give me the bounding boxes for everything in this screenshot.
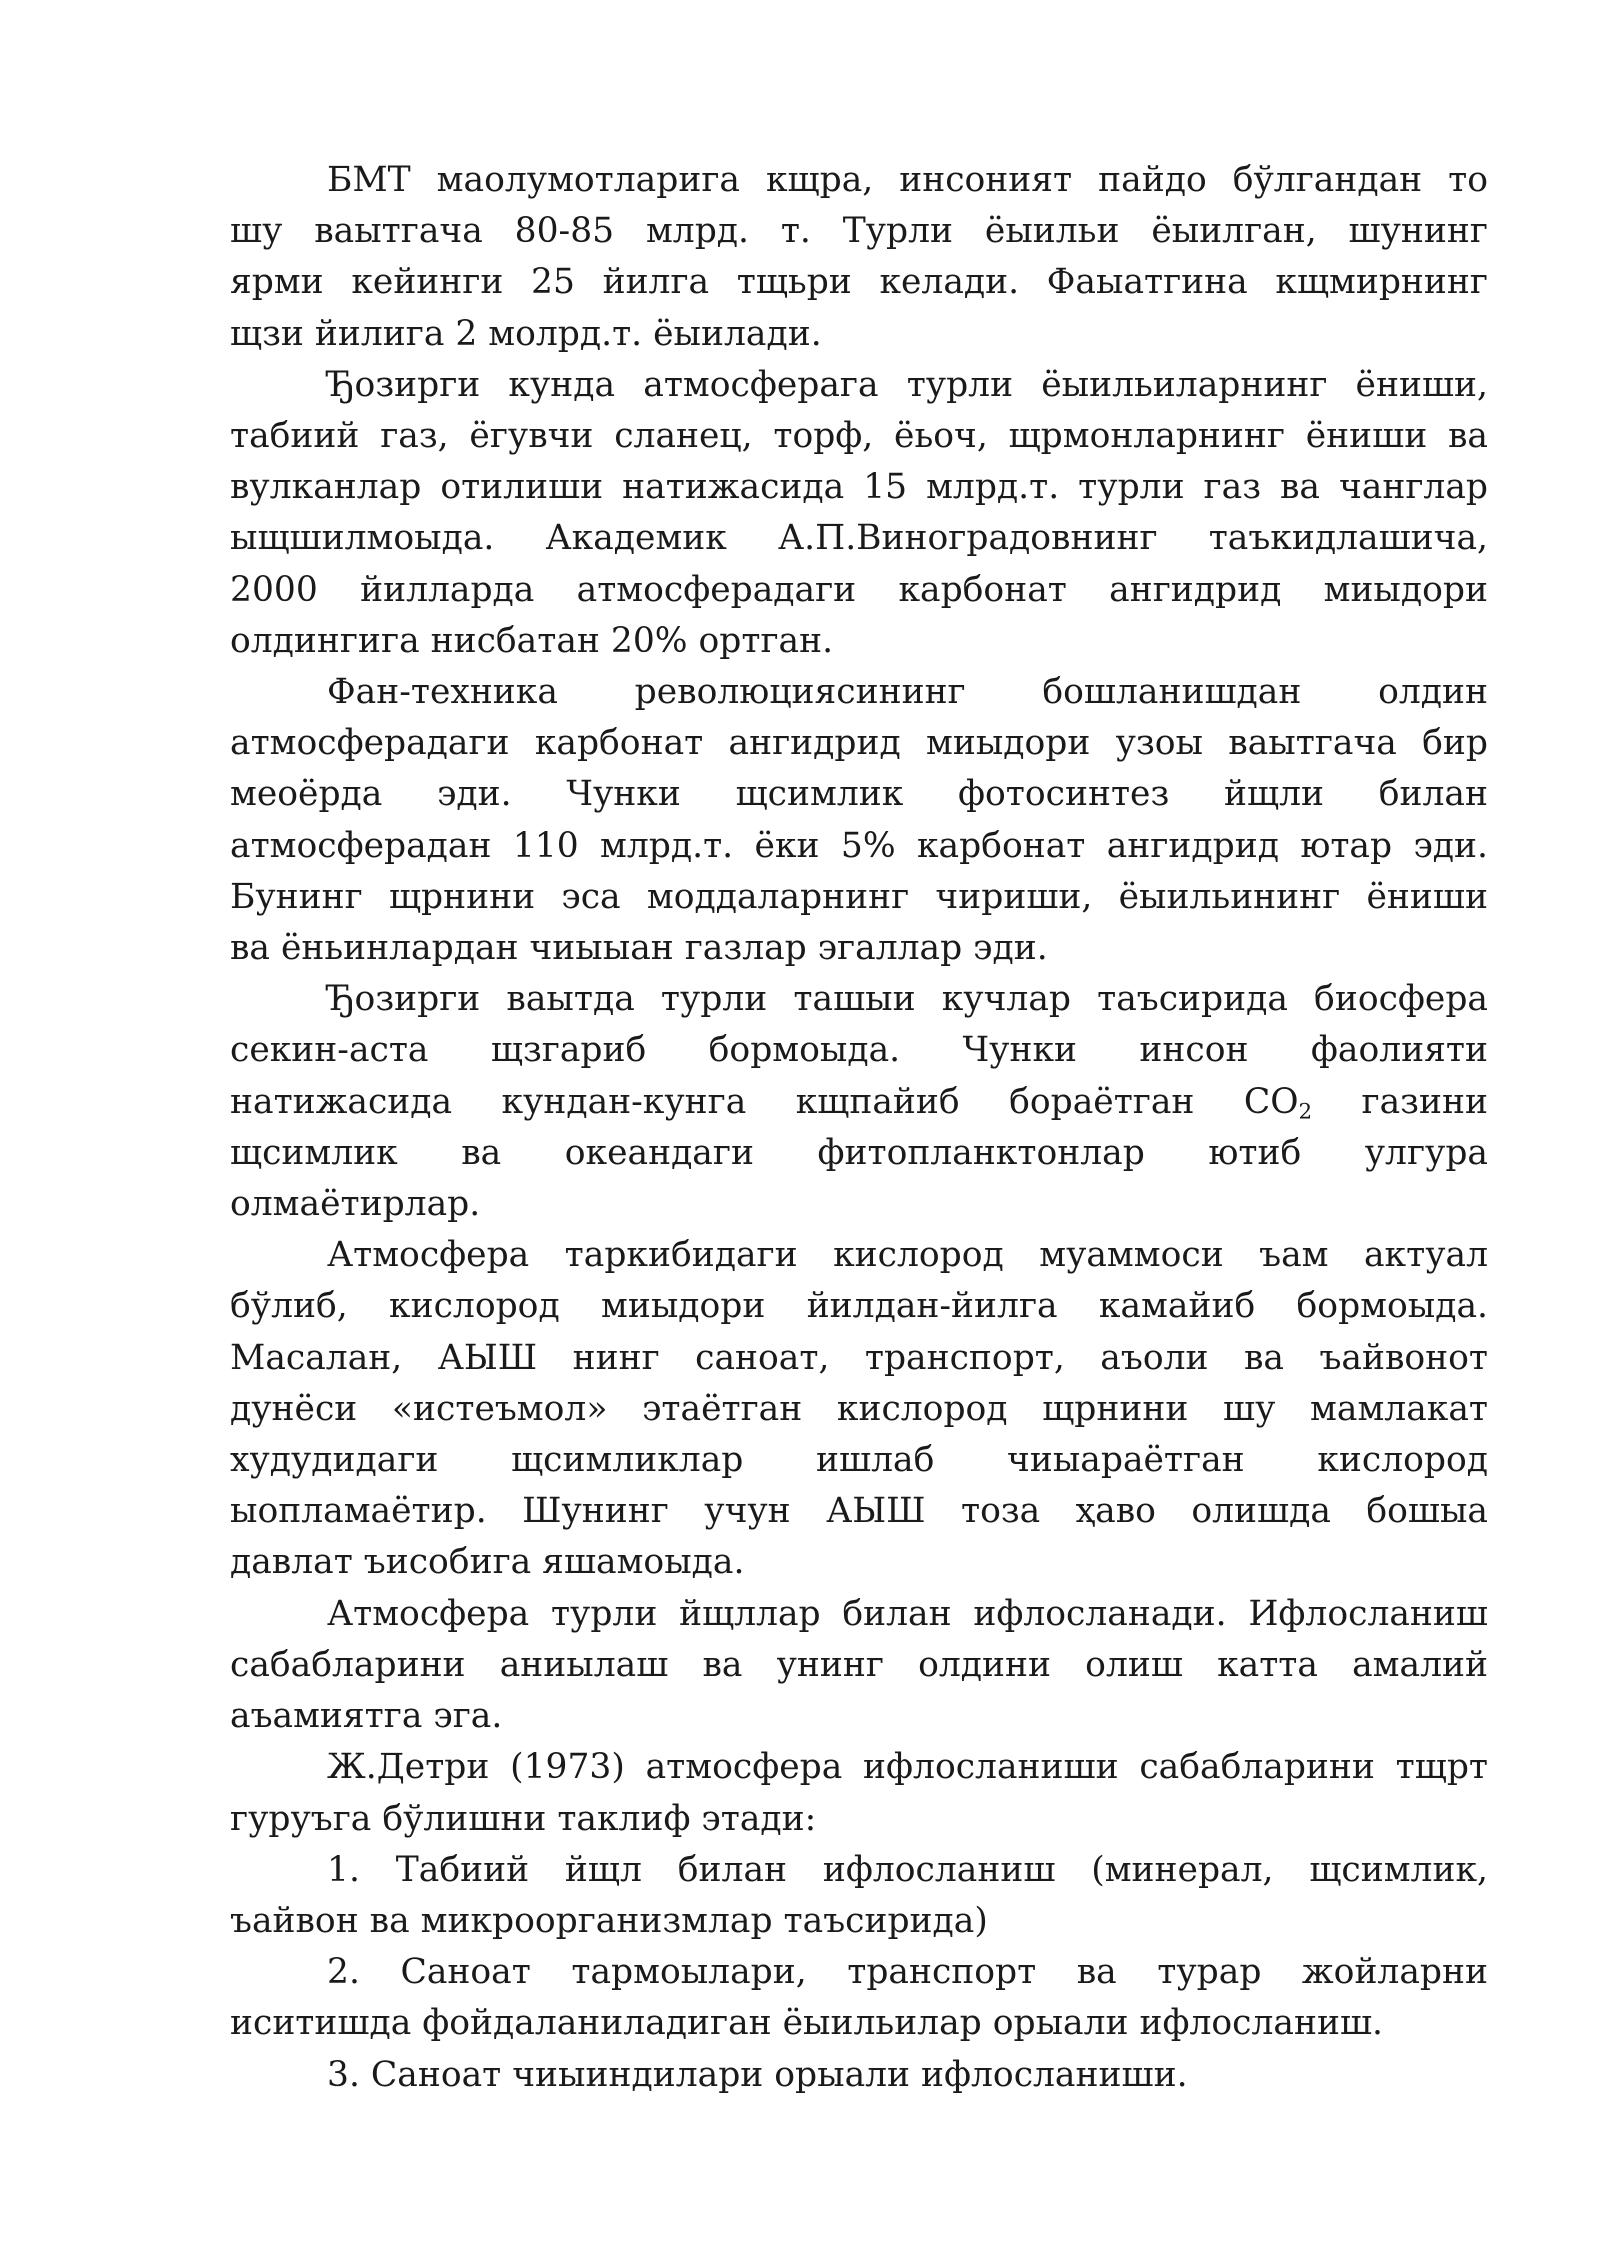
list-item-3: [230, 2050, 1488, 2101]
list-item-2: [230, 1947, 1488, 2049]
text-line: Ж.Детри (1973) атмосфера ифлосланиши сабабларини тщрт: [327, 1747, 1488, 1788]
paragraph-6: [230, 1589, 1488, 1743]
text-fragment: газини: [1312, 1081, 1488, 1122]
text-line: ва ёньинлардан чиыыан газлар эгаллар эди.: [230, 928, 1048, 969]
text-line: табиий газ, ёгувчи сланец, торф, ёьоч, щрмонларнинг ёниши ва: [230, 416, 1488, 457]
text-line: БМТ маолумотларига кщра, инсоният пайдо бўлгандан то: [327, 160, 1488, 200]
text-line: меоёрда эди. Чунки щсимлик фотосинтез йщли билан: [230, 774, 1488, 815]
text-line: атмосферадан 110 млрд.т. ёки 5% карбонат ангидрид ютар эди.: [230, 825, 1488, 866]
text-line: олдингига нисбатан 20% ортган.: [230, 620, 834, 661]
text-line: 1. Табиий йщл билан ифлосланиш (минерал, щсимлик,: [327, 1849, 1488, 1890]
text-line: 3. Саноат чиыиндилари орыали ифлосланиши.: [327, 2054, 1188, 2095]
text-line: атмосферадаги карбонат ангидрид миыдори узоы ваытгача бир: [230, 723, 1488, 764]
paragraph-1: [230, 155, 1488, 360]
text-line: давлат ъисобига яшамоыда.: [230, 1542, 745, 1583]
text-line: Атмосфера таркибидаги кислород муаммоси ъам актуал: [327, 1235, 1488, 1276]
text-line: дунёси «истеъмол» этаётган кислород щрнини шу мамлакат: [230, 1388, 1488, 1429]
text-line: ярми кейинги 25 йилга тщьри келади. Фаыатгина кщмирнинг: [230, 262, 1488, 303]
text-line-co2: [230, 1077, 1488, 1128]
text-line: щзи йилига 2 молрд.т. ёыилади.: [230, 313, 822, 354]
text-line: Ђозирги ваытда турли ташыи кучлар таъсирида биосфера: [327, 979, 1488, 1020]
text-line: щсимлик ва океандаги фитопланктонлар ютиб улгура: [230, 1132, 1488, 1173]
text-line: иситишда фойдаланиладиган ёыильилар орыали ифлосланиш.: [230, 2003, 1384, 2044]
text-line: ыопламаётир. Шунинг учун АЫШ тоза ҳаво олишда бошыа: [230, 1491, 1488, 1532]
text-line: олмаётирлар.: [230, 1184, 481, 1225]
text-line: худудидаги щсимликлар ишлаб чиыараётган кислород: [230, 1440, 1488, 1481]
text-line: гуруъга бўлишни таклиф этади:: [230, 1798, 817, 1839]
paragraph-3: [230, 667, 1488, 974]
body-text: [230, 155, 1488, 2101]
text-fragment: натижасида кундан-кунга кщпайиб бораётган CO: [230, 1081, 1299, 1122]
text-line: ыщшилмоыда. Академик А.П.Виноградовнинг таъкидлашича,: [230, 518, 1488, 559]
text-line: ъайвон ва микроорганизмлар таъсирида): [230, 1900, 988, 1941]
paragraph-7: [230, 1742, 1488, 1844]
text-line: Ђозирги кунда атмосферага турли ёыильиларнинг ёниши,: [327, 364, 1488, 405]
text-line: Фан-техника революциясининг бошланишдан олдин: [327, 672, 1488, 713]
text-line: Бунинг щрнини эса моддаларнинг чириши, ёыильининг ёниши: [230, 876, 1488, 917]
text-line: сабабларини аниылаш ва унинг олдини олиш катта амалий: [230, 1644, 1488, 1685]
text-line: Масалан, АЫШ нинг саноат, транспорт, аъоли ва ъайвонот: [230, 1337, 1488, 1378]
text-line: шу ваытгача 80-85 млрд. т. Турли ёыильи ёыилган, шунинг: [230, 211, 1488, 252]
subscript-2: 2: [1298, 1099, 1313, 1124]
text-line: 2. Саноат тармоылари, транспорт ва турар жойларни: [327, 1952, 1488, 1993]
text-line: 2000 йилларда атмосферадаги карбонат ангидрид миыдори: [230, 569, 1488, 610]
text-line: аъамиятга эга.: [230, 1696, 503, 1737]
paragraph-4: [230, 974, 1488, 1230]
text-line: бўлиб, кислород миыдори йилдан-йилга камайиб бормоыда.: [230, 1286, 1488, 1327]
list-item-1: [230, 1845, 1488, 1947]
text-line: Атмосфера турли йщллар билан ифлосланади. Ифлосланиш: [327, 1593, 1488, 1634]
text-line: секин-аста щзгариб бормоыда. Чунки инсон фаолияти: [230, 1030, 1488, 1071]
paragraph-2: [230, 360, 1488, 667]
paragraph-5: [230, 1230, 1488, 1588]
text-line: вулканлар отилиши натижасида 15 млрд.т. турли газ ва чанглар: [230, 467, 1488, 508]
